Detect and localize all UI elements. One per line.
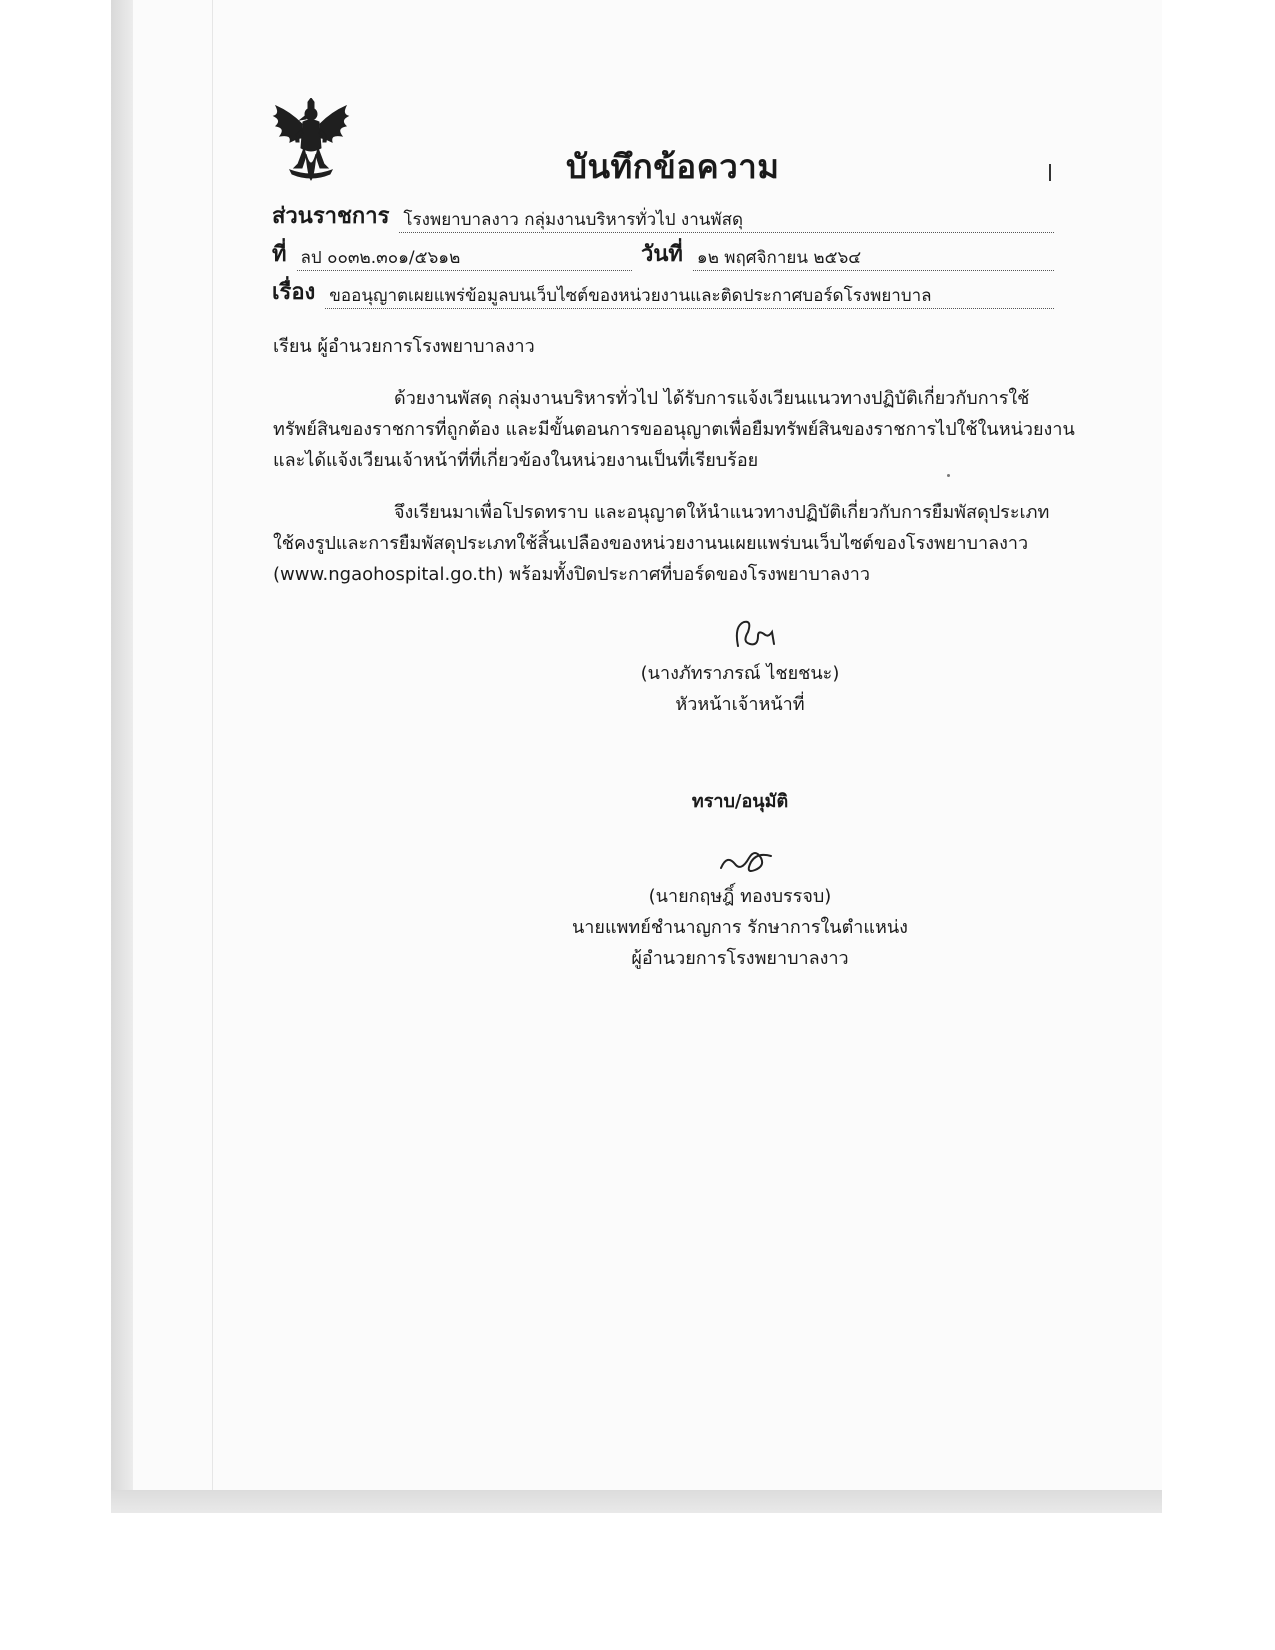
department-label: ส่วนราชการ — [272, 204, 390, 229]
department-row — [272, 198, 1054, 233]
paper-fold-line — [212, 0, 213, 1490]
approver-position-line2: ผู้อำนวยการโรงพยาบาลงาว — [631, 948, 849, 969]
memo-title: บันทึกข้อความ — [566, 147, 780, 186]
garuda-emblem-icon — [268, 98, 354, 184]
para1-line1: ด้วยงานพัสดุ กลุ่มงานบริหารทั่วไป ได้รับการแจ้งเวียนแนวทางปฏิบัติเกี่ยวกับการใช้ — [394, 388, 1030, 409]
date-row — [641, 236, 1054, 271]
para1-line3: และได้แจ้งเวียนเจ้าหน้าที่ที่เกี่ยวข้องในหน่วยงานเป็นที่เรียบร้อย — [273, 450, 759, 471]
para2-line1: จึงเรียนมาเพื่อโปรดทราบ และอนุญาตให้นำแนวทางปฏิบัติเกี่ยวกับการยืมพัสดุประเภท — [394, 502, 1050, 523]
para2-line2: ใช้คงรูปและการยืมพัสดุประเภทใช้สิ้นเปลืองของหน่วยงานนเผยแพร่บนเว็บไซต์ของโรงพยาบาลงาว — [273, 533, 1029, 554]
salutation: เรียน ผู้อำนวยการโรงพยาบาลงาว — [273, 336, 535, 357]
ref-row — [272, 236, 632, 271]
approver-name: (นายกฤษฎิ์ ทองบรรจบ) — [648, 886, 832, 907]
sender-name: (นางภัทราภรณ์ ไชยชนะ) — [640, 663, 840, 684]
para1-line2: ทรัพย์สินของราชการที่ถูกต้อง และมีขั้นตอนการขออนุญาตเพื่อยืมทรัพย์สินของราชการไปใช้ในหน่วยงาน — [273, 419, 1075, 440]
scan-shadow-left — [111, 0, 133, 1513]
subject-row — [272, 274, 1054, 309]
sender-signature — [728, 616, 788, 654]
approver-signature — [715, 844, 781, 878]
scan-bottom-band — [111, 1490, 1162, 1513]
approver-position-line1: นายแพทย์ชำนาญการ รักษาการในตำแหน่ง — [572, 917, 908, 938]
department-value: โรงพยาบาลงาว กลุ่มงานบริหารทั่วไป งานพัสดุ — [399, 209, 1054, 233]
approval-label: ทราบ/อนุมัติ — [691, 791, 789, 812]
subject-label: เรื่อง — [272, 280, 316, 305]
ref-label: ที่ — [272, 242, 287, 267]
sender-position: หัวหน้าเจ้าหน้าที่ — [675, 694, 805, 715]
date-label: วันที่ — [641, 242, 683, 267]
speck-mark — [947, 474, 950, 477]
ref-number: ลป ๐๐๓๒.๓๐๑/๕๖๑๒ — [297, 247, 632, 271]
subject-value: ขออนุญาตเผยแพร่ข้อมูลบนเว็บไซต์ของหน่วยงานและติดประกาศบอร์ดโรงพยาบาล — [325, 285, 1054, 309]
date-value: ๑๒ พฤศจิกายน ๒๕๖๔ — [693, 247, 1054, 271]
stray-mark — [1049, 164, 1051, 181]
para2-line3: (www.ngaohospital.go.th) พร้อมทั้งปิดประกาศที่บอร์ดของโรงพยาบาลงาว — [273, 564, 870, 585]
